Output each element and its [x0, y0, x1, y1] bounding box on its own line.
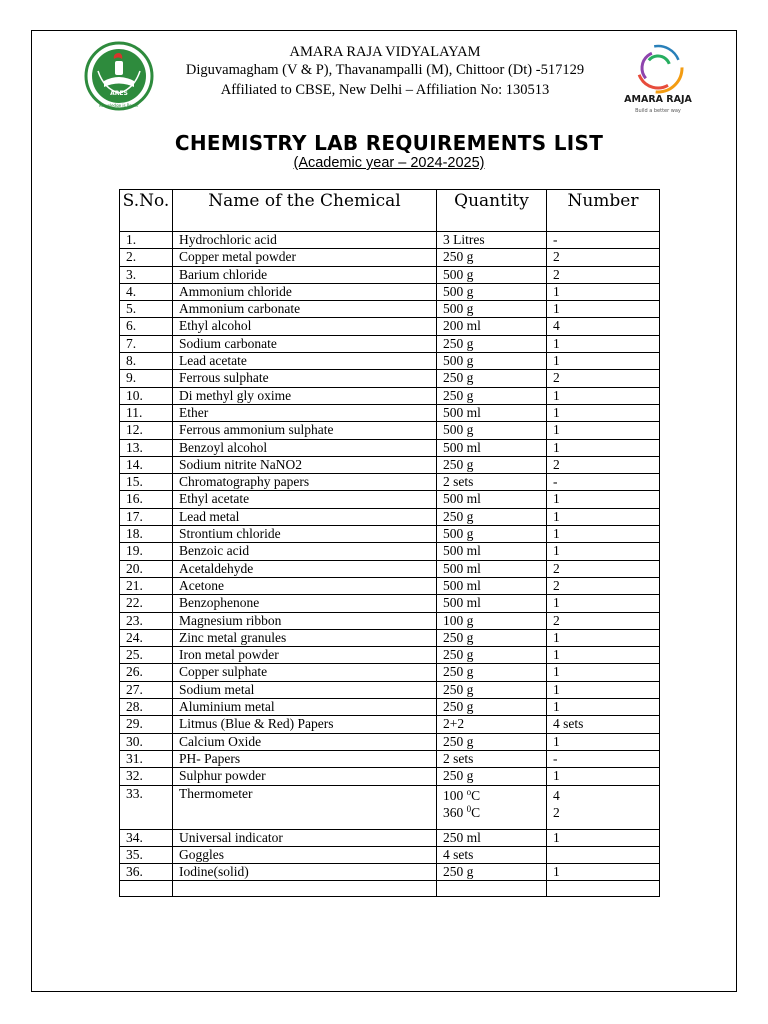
cell-quantity: 500 ml — [437, 543, 547, 560]
cell-quantity: 500 g — [437, 283, 547, 300]
table-row — [120, 699, 660, 716]
cell-sno: 5. — [120, 301, 173, 318]
cell-name: Hydrochloric acid — [173, 232, 437, 249]
document-subtitle: (Academic year – 2024-2025) — [293, 155, 485, 171]
cell-sno: 7. — [120, 335, 173, 352]
cell-sno: 8. — [120, 353, 173, 370]
header-sno: S.No. — [120, 190, 173, 232]
table-row — [120, 629, 660, 646]
cell-number — [547, 846, 660, 863]
cell-quantity: 500 ml — [437, 560, 547, 577]
cell-sno: 34. — [120, 829, 173, 846]
cell-number: 1 — [547, 829, 660, 846]
cell-number: 1 — [547, 439, 660, 456]
cell-quantity — [437, 785, 547, 829]
table-row — [120, 864, 660, 881]
cell-sno: 35. — [120, 846, 173, 863]
cell-sno: 20. — [120, 560, 173, 577]
document-title: CHEMISTRY LAB REQUIREMENTS LIST — [174, 131, 604, 155]
cell-name: Barium chloride — [173, 266, 437, 283]
table-row — [120, 353, 660, 370]
table-row — [120, 404, 660, 421]
table-row — [120, 526, 660, 543]
cell-sno: 33. — [120, 785, 173, 829]
cell-number: 1 — [547, 335, 660, 352]
cell-number: 1 — [547, 699, 660, 716]
cell-name: Ammonium carbonate — [173, 301, 437, 318]
cell-name: Sodium metal — [173, 681, 437, 698]
cell-quantity: 250 g — [437, 681, 547, 698]
cell-name: Iodine(solid) — [173, 864, 437, 881]
cell-quantity: 250 ml — [437, 829, 547, 846]
cell-name: Strontium chloride — [173, 526, 437, 543]
table-row — [120, 439, 660, 456]
cell-name: Di methyl gly oxime — [173, 387, 437, 404]
cell-sno: 13. — [120, 439, 173, 456]
cell-name: Ferrous ammonium sulphate — [173, 422, 437, 439]
cell-quantity: 250 g — [437, 249, 547, 266]
cell-name: Sodium nitrite NaNO2 — [173, 456, 437, 473]
cell-name: Benzoic acid — [173, 543, 437, 560]
table-body-continued — [120, 829, 660, 881]
table-body — [120, 232, 660, 786]
cell-sno: 19. — [120, 543, 173, 560]
cell-number: 4 — [547, 318, 660, 335]
qty-line-2: 360 $^0$C — [443, 803, 481, 820]
cell-sno: 2. — [120, 249, 173, 266]
cell-sno: 3. — [120, 266, 173, 283]
cell-name: Goggles — [173, 846, 437, 863]
cell-name: Acetone — [173, 577, 437, 594]
cell-sno: 18. — [120, 526, 173, 543]
cell-sno: 32. — [120, 768, 173, 785]
cell-sno: 21. — [120, 577, 173, 594]
cell-quantity: 500 ml — [437, 491, 547, 508]
table-row — [120, 681, 660, 698]
cell-name: Copper sulphate — [173, 664, 437, 681]
table-row — [120, 846, 660, 863]
cell-number: 1 — [547, 595, 660, 612]
table-row — [120, 612, 660, 629]
cell-number: 4 sets — [547, 716, 660, 733]
cell-sno: 12. — [120, 422, 173, 439]
cell-number: 1 — [547, 491, 660, 508]
cell-number: 1 — [547, 864, 660, 881]
cell-name: Ethyl alcohol — [173, 318, 437, 335]
table-row — [120, 560, 660, 577]
cell-number: 1 — [547, 647, 660, 664]
cell-name: Calcium Oxide — [173, 733, 437, 750]
cell-quantity: 250 g — [437, 456, 547, 473]
cell-quantity: 2 sets — [437, 474, 547, 491]
table-row — [120, 733, 660, 750]
cell-sno: 17. — [120, 508, 173, 525]
cell-name: Sodium carbonate — [173, 335, 437, 352]
cell-name: Benzophenone — [173, 595, 437, 612]
cell-name: Universal indicator — [173, 829, 437, 846]
table-row — [120, 716, 660, 733]
cell-number: 1 — [547, 387, 660, 404]
cell-quantity: 250 g — [437, 387, 547, 404]
header-number: Number — [547, 190, 660, 232]
cell-sno: 14. — [120, 456, 173, 473]
cell-quantity: 250 g — [437, 335, 547, 352]
cell-name: Ferrous sulphate — [173, 370, 437, 387]
cell-sno: 10. — [120, 387, 173, 404]
cell-number: 1 — [547, 301, 660, 318]
cell-quantity: 250 g — [437, 768, 547, 785]
table-row — [120, 387, 660, 404]
cell-name: Litmus (Blue & Red) Papers — [173, 716, 437, 733]
cell-sno: 30. — [120, 733, 173, 750]
cell-sno: 25. — [120, 647, 173, 664]
table-row — [120, 422, 660, 439]
cell-name: Aluminium metal — [173, 699, 437, 716]
brand-name: AMARA RAJA — [624, 94, 692, 105]
table-row — [120, 768, 660, 785]
table-row — [120, 543, 660, 560]
cell-number: 2 — [547, 456, 660, 473]
cell-quantity: 500 g — [437, 266, 547, 283]
cell-quantity: 250 g — [437, 370, 547, 387]
cell-number: 1 — [547, 526, 660, 543]
table-row — [120, 785, 660, 829]
cell-name: Sulphur powder — [173, 768, 437, 785]
cell-quantity: 250 g — [437, 508, 547, 525]
table-row — [120, 456, 660, 473]
cell-name: Acetaldehyde — [173, 560, 437, 577]
cell-sno: 9. — [120, 370, 173, 387]
cell-quantity: 500 g — [437, 526, 547, 543]
cell-number: - — [547, 474, 660, 491]
cell-name: Iron metal powder — [173, 647, 437, 664]
cell-sno: 16. — [120, 491, 173, 508]
cell-quantity: 250 g — [437, 664, 547, 681]
table-row — [120, 474, 660, 491]
amara-raja-logo — [618, 40, 698, 122]
table-row — [120, 750, 660, 767]
cell-number: 1 — [547, 768, 660, 785]
qty-line-1: 100 $^o$C — [443, 786, 481, 803]
cell-sno: 11. — [120, 404, 173, 421]
cell-number: 1 — [547, 353, 660, 370]
cell-number: 1 — [547, 733, 660, 750]
school-logo — [84, 41, 154, 111]
cell-name: Zinc metal granules — [173, 629, 437, 646]
cell-quantity: 500 ml — [437, 439, 547, 456]
cell-quantity: 500 g — [437, 353, 547, 370]
cell-quantity: 500 ml — [437, 577, 547, 594]
table-row — [120, 335, 660, 352]
table-row — [120, 266, 660, 283]
cell-name: Benzoyl alcohol — [173, 439, 437, 456]
cell-number: 1 — [547, 283, 660, 300]
cell-sno: 24. — [120, 629, 173, 646]
school-address: Diguvamagham (V & P), Thavanampalli (M), Chittoor (Dt) -517129 — [185, 62, 585, 78]
school-name: AMARA RAJA VIDYALAYAM — [289, 44, 481, 60]
affiliation-line: Affiliated to CBSE, New Delhi – Affiliation No: 130513 — [220, 82, 550, 98]
table-row — [120, 283, 660, 300]
cell-name: Lead acetate — [173, 353, 437, 370]
cell-quantity: 2 sets — [437, 750, 547, 767]
cell-number: 2 — [547, 560, 660, 577]
cell-sno: 27. — [120, 681, 173, 698]
table-row — [120, 577, 660, 594]
table-row — [120, 664, 660, 681]
table-row — [120, 249, 660, 266]
cell-number: 4 2 — [547, 785, 660, 829]
table-row — [120, 232, 660, 249]
table-header-row — [120, 190, 660, 232]
cell-quantity: 3 Litres — [437, 232, 547, 249]
cell-number: 2 — [547, 266, 660, 283]
cell-name: Copper metal powder — [173, 249, 437, 266]
cell-quantity: 100 g — [437, 612, 547, 629]
table-row — [120, 508, 660, 525]
brand-tagline: Build a better way — [635, 108, 681, 114]
cell-sno: 28. — [120, 699, 173, 716]
cell-quantity: 4 sets — [437, 846, 547, 863]
cell-name: Magnesium ribbon — [173, 612, 437, 629]
cell-quantity: 250 g — [437, 864, 547, 881]
cell-name: Thermometer — [173, 785, 437, 829]
cell-number: 1 — [547, 664, 660, 681]
cell-sno: 1. — [120, 232, 173, 249]
cell-number: 1 — [547, 629, 660, 646]
cell-number: 1 — [547, 508, 660, 525]
cell-name: Ethyl acetate — [173, 491, 437, 508]
cell-quantity: 250 g — [437, 699, 547, 716]
table-row — [120, 829, 660, 846]
header-quantity: Quantity — [437, 190, 547, 232]
table-row — [120, 647, 660, 664]
table-row — [120, 491, 660, 508]
cell-sno: 26. — [120, 664, 173, 681]
cell-quantity: 500 g — [437, 422, 547, 439]
cell-sno: 15. — [120, 474, 173, 491]
cell-quantity: 500 g — [437, 301, 547, 318]
cell-number: 2 — [547, 249, 660, 266]
cell-quantity: 2+2 — [437, 716, 547, 733]
table-row — [120, 370, 660, 387]
cell-name: Chromatography papers — [173, 474, 437, 491]
thermometer-section — [120, 785, 660, 829]
cell-quantity: 250 g — [437, 647, 547, 664]
table-row — [120, 595, 660, 612]
cell-quantity: 250 g — [437, 629, 547, 646]
cell-number: 2 — [547, 612, 660, 629]
cell-sno: 29. — [120, 716, 173, 733]
cell-sno: 31. — [120, 750, 173, 767]
cell-name: PH- Papers — [173, 750, 437, 767]
cell-number: 1 — [547, 422, 660, 439]
cell-number: 2 — [547, 370, 660, 387]
requirements-table — [119, 189, 660, 897]
cell-quantity: 500 ml — [437, 404, 547, 421]
cell-quantity: 200 ml — [437, 318, 547, 335]
table-row — [120, 301, 660, 318]
table-row-empty — [120, 881, 660, 897]
cell-number: 1 — [547, 404, 660, 421]
school-logo-text: ARES — [110, 90, 128, 97]
cell-name: Lead metal — [173, 508, 437, 525]
cell-sno: 4. — [120, 283, 173, 300]
cell-quantity: 500 ml — [437, 595, 547, 612]
cell-sno: 23. — [120, 612, 173, 629]
cell-name: Ammonium chloride — [173, 283, 437, 300]
cell-quantity: 250 g — [437, 733, 547, 750]
cell-sno: 22. — [120, 595, 173, 612]
cell-sno: 6. — [120, 318, 173, 335]
cell-number: - — [547, 750, 660, 767]
cell-number: 1 — [547, 543, 660, 560]
table-row — [120, 318, 660, 335]
school-logo-motto: Knowledge is Power — [99, 103, 139, 108]
cell-number: 1 — [547, 681, 660, 698]
cell-sno: 36. — [120, 864, 173, 881]
header-name: Name of the Chemical — [173, 190, 437, 232]
cell-number: 2 — [547, 577, 660, 594]
cell-name: Ether — [173, 404, 437, 421]
cell-number: - — [547, 232, 660, 249]
